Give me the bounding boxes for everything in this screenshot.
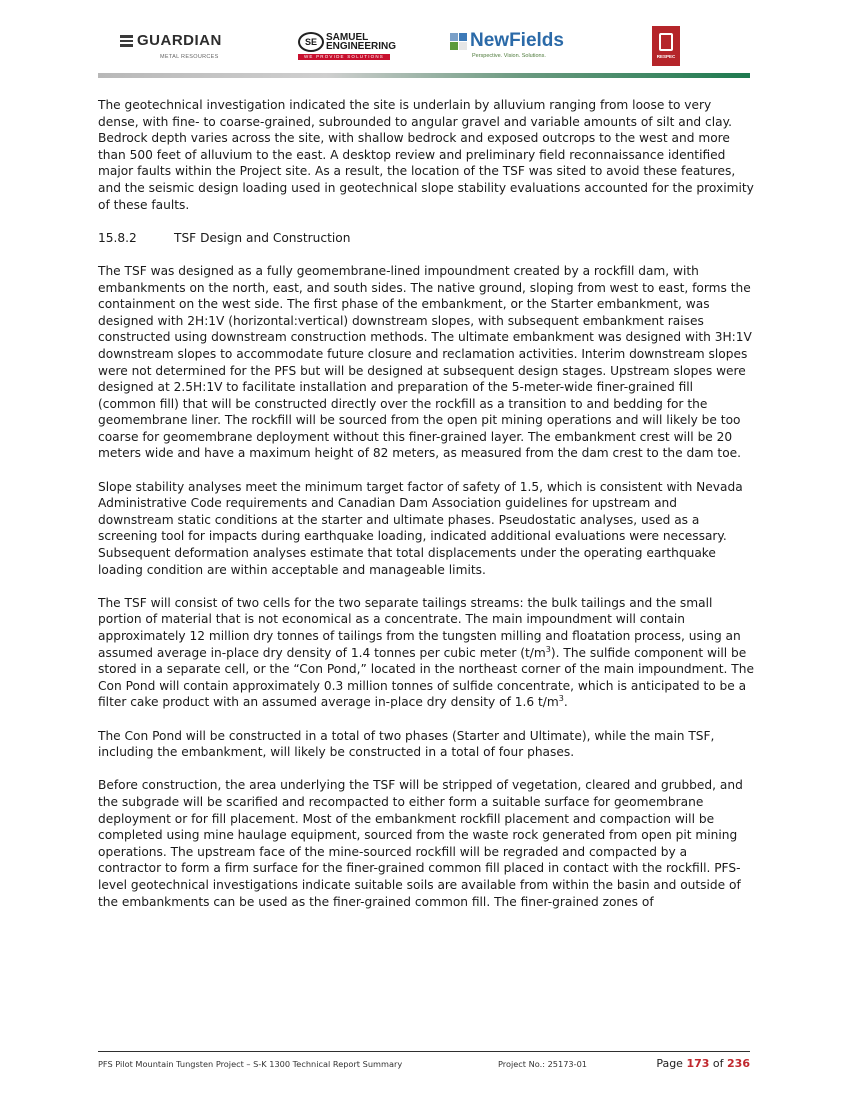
header-rule — [98, 73, 750, 78]
section-title: TSF Design and Construction — [174, 230, 351, 245]
paragraph-4-text-a: The TSF will consist of two cells for the two separate tailings streams: the bulk tailings and the small portion of material that is not economical as a concentrate. The main impoundment will contain approximately 12 million dry tonnes of tailings from the tungsten milling and floatation process, using an assumed average in-place dry density of 1.4 tonnes per cubic meter (t/m — [98, 595, 741, 660]
guardian-bars-icon — [120, 35, 133, 47]
samuel-logo-line2: ENGINEERING — [326, 41, 397, 52]
current-page: 173 — [686, 1057, 710, 1070]
newfields-squares-icon — [450, 33, 467, 50]
respec-mark-icon — [659, 33, 673, 51]
newfields-logo-name: NewFields — [470, 30, 564, 51]
body-paragraph-2: The TSF was designed as a fully geomembrane-lined impoundment created by a rockfill dam, with embankments on the north, east, and south sides. The native ground, sloping from west to east, forms the containment on the west side. The first phase of the embankment, or the Starter embankment, was designed with 2H:1V (horizontal:vertical) downstream slopes, with subsequent embankment raises constructed using downstream construction methods. The ultimate embankment was designed with 3H:1V downstream slopes to accommodate future closure and reclamation activities. Interim downstream slopes were not determined for the PFS but will be designed at subsequent design stages. Upstream slopes were designed at 2.5H:1V to facilitate installation and preparation of the 5-meter-wide finer-grained fill (common fill) that will be constructed directly over the rockfill as a transition to and bedding for the geomembrane liner. The rockfill will be sourced from the open pit mining operations and will likely be too coarse for geomembrane deployment without this finer-grained layer. The embankment crest will be 20 meters wide and have a maximum height of 82 meters, as measured from the dam crest to the dam toe. — [98, 263, 752, 461]
total-pages: 236 — [727, 1057, 750, 1070]
samuel-logo-tagline: WE PROVIDE SOLUTIONS — [298, 54, 390, 60]
page-body — [98, 97, 754, 927]
se-mark-icon: SE — [298, 32, 324, 52]
guardian-logo — [120, 32, 222, 60]
footer-page-number: Page 173 of 236 — [656, 1057, 750, 1070]
samuel-logo-line1: SAMUEL — [326, 32, 369, 43]
superscript-3: 3 — [558, 694, 564, 704]
guardian-logo-name: GUARDIAN — [137, 32, 222, 49]
body-paragraph-3: Slope stability analyses meet the minimum target factor of safety of 1.5, which is consistent with Nevada Administrative Code requirements and Canadian Dam Association guidelines for upstream and downstream static conditions at the starter and ultimate phases. Pseudostatic analyses, used as a screening tool for impacts during earthquake loading, indicated additional evaluations were necessary. Subsequent deformation analyses estimate that total displacements under the operating earthquake loading condition are within acceptable and manageable limits. — [98, 479, 743, 577]
page-header — [98, 26, 750, 76]
guardian-logo-sub: METAL RESOURCES — [160, 54, 219, 60]
newfields-logo-sub: Perspective. Vision. Solutions. — [472, 53, 546, 59]
superscript-3: 3 — [545, 644, 551, 654]
body-paragraph-1: The geotechnical investigation indicated the site is underlain by alluvium ranging from loose to very dense, with fine- to coarse-grained, subrounded to angular gravel and variable amounts of silt and clay. Bedrock depth varies across the site, with shallow bedrock and exposed outcrops to the west and more than 500 feet of alluvium to the east. A desktop review and preliminary field reconnaissance identified major faults within the Project site. As a result, the location of the TSF was sited to avoid these features, and the seismic design loading used in geotechnical slope stability evaluations accounted for the proximity of these faults. — [98, 98, 754, 212]
body-paragraph-5: The Con Pond will be constructed in a total of two phases (Starter and Ultimate), while the main TSF, including the embankment, will likely be constructed in a total of four phases. — [98, 728, 715, 760]
page-footer — [98, 1057, 750, 1071]
footer-project-number: Project No.: 25173-01 — [498, 1059, 587, 1069]
samuel-engineering-logo — [298, 32, 397, 59]
respec-logo — [652, 26, 680, 66]
paragraph-4-text-b: ). The sulfide component will be stored in a separate cell, or the “Con Pond,” located in the northeast corner of the main impoundment. The Con Pond will contain approximately 0.3 million tonnes of sulfide concentrate, which is anticipated to be a filter cake product with an assumed average in-place dry density of 1.6 t/m — [98, 645, 754, 710]
respec-logo-name: RESPEC — [656, 54, 676, 59]
newfields-logo — [450, 30, 564, 59]
section-heading — [98, 230, 754, 247]
paragraph-4-text-c: . — [563, 695, 568, 710]
section-number: 15.8.2 — [98, 230, 137, 245]
footer-rule — [98, 1051, 750, 1052]
footer-report-title: PFS Pilot Mountain Tungsten Project – S-K 1300 Technical Report Summary — [98, 1059, 403, 1069]
body-paragraph-6: Before construction, the area underlying the TSF will be stripped of vegetation, cleared and grubbed, and the subgrade will be scarified and recompacted to either form a suitable surface for geomembrane deployment or for fill placement. Most of the embankment rockfill placement and compaction will be completed using mine haulage equipment, sourced from the waste rock generated from open pit mining operations. The upstream face of the mine-sourced rockfill will be regraded and compacted by a contractor to form a firm surface for the finer-grained common fill placed in contact with the rockfill. PFS-level geotechnical investigations indicate suitable soils are available from within the basin and outside of the embankments can be used as the finer-grained common fill. The finer-grained zones of — [98, 778, 743, 909]
body-paragraph-4 — [98, 595, 754, 711]
